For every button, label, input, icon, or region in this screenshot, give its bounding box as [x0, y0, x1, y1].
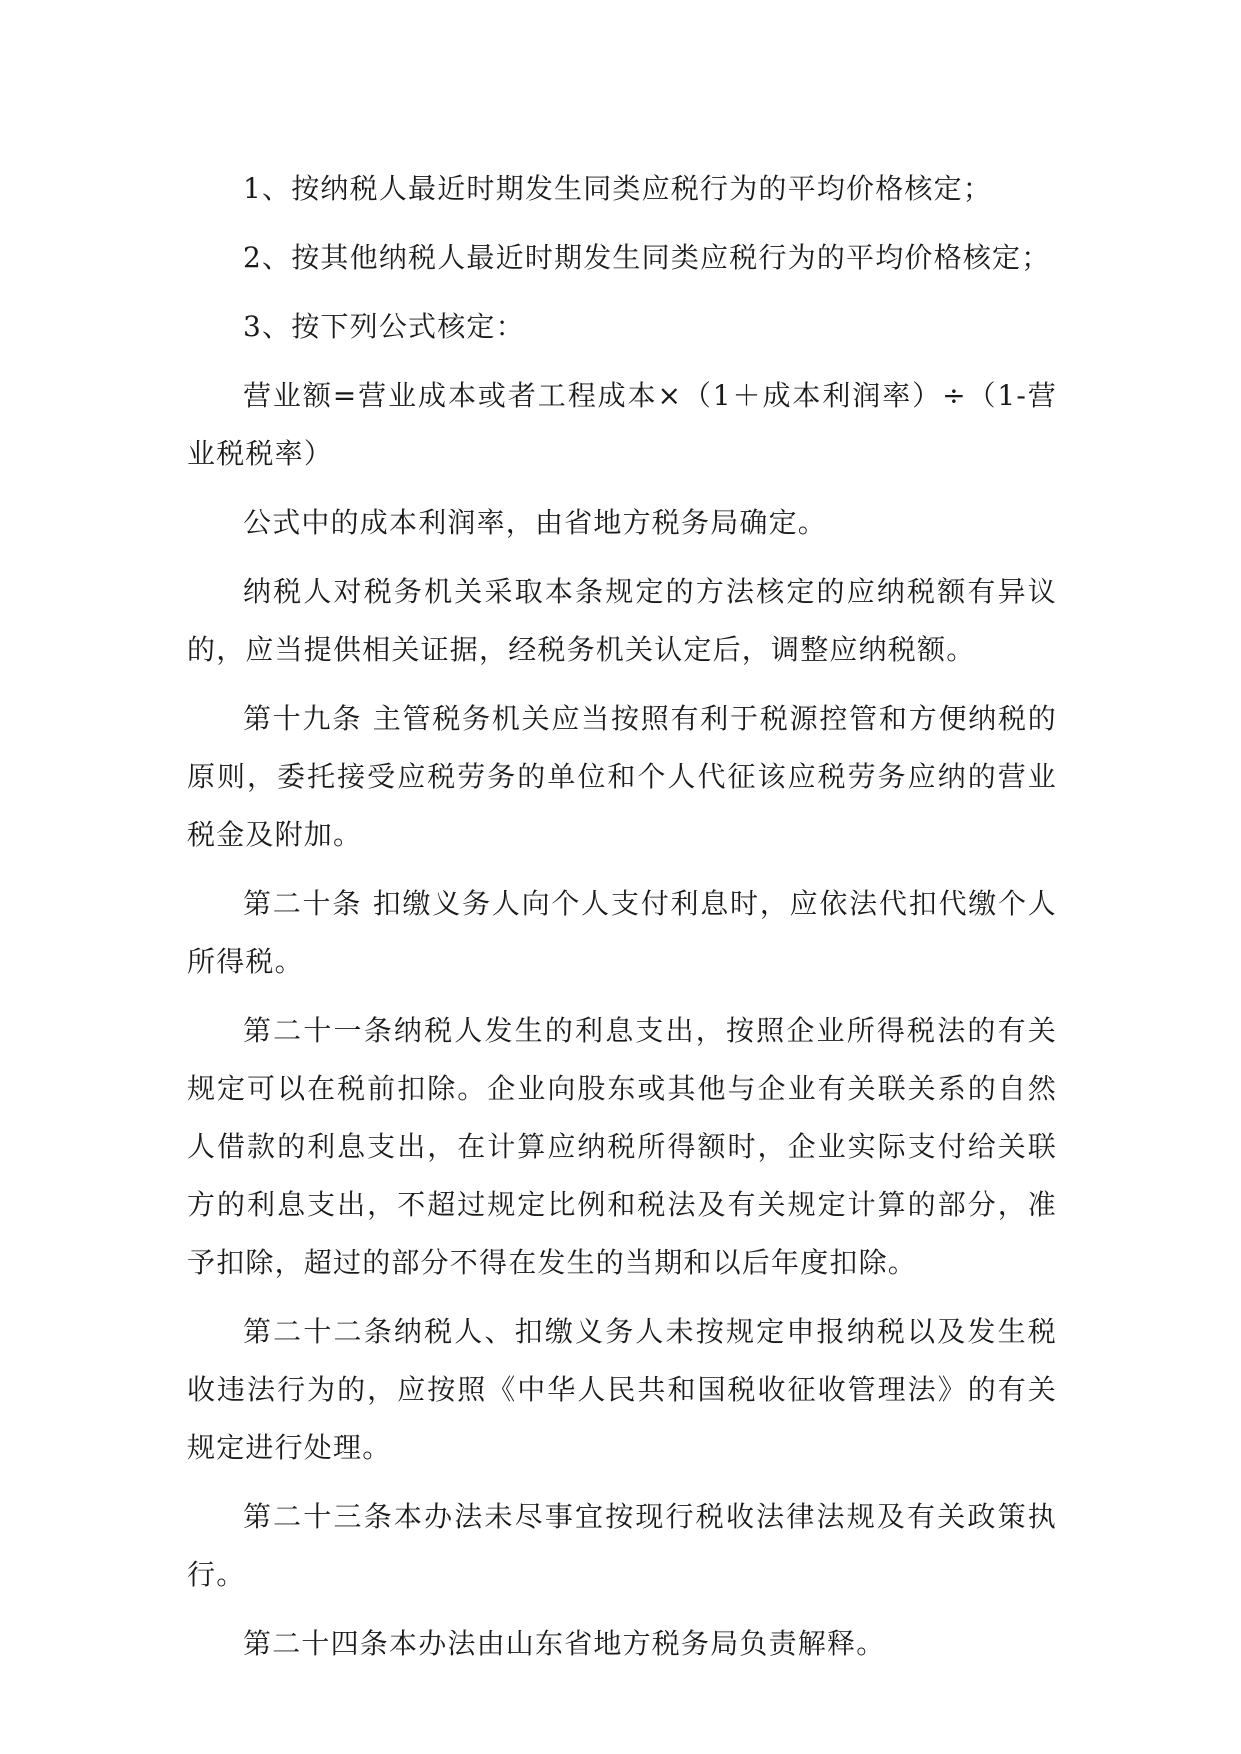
- paragraph-article-22: 第二十二条纳税人、扣缴义务人未按规定申报纳税以及发生税收违法行为的，应按照《中华人民共和国税收征收管理法》的有关规定进行处理。: [187, 1315, 1057, 1464]
- paragraph-article-21: 第二十一条纳税人发生的利息支出，按照企业所得税法的有关规定可以在税前扣除。企业向股东或其他与企业有关联关系的自然人借款的利息支出，在计算应纳税所得额时，企业实际支付给关联方的利息支出，不超过规定比例和税法及有关规定计算的部分，准予扣除，超过的部分不得在发生的当期和以后年度扣除。: [187, 1014, 1057, 1279]
- paragraph-price-method-3: 3、按下列公式核定：: [243, 310, 525, 343]
- paragraph-price-method-1: 1、按纳税人最近时期发生同类应税行为的平均价格核定；: [243, 172, 993, 205]
- paragraph-objection: 纳税人对税务机关采取本条规定的方法核定的应纳税额有异议的，应当提供相关证据，经税务机关认定后，调整应纳税额。: [187, 575, 1057, 666]
- paragraph-article-20: 第二十条 扣缴义务人向个人支付利息时，应依法代扣代缴个人所得税。: [187, 887, 1057, 978]
- paragraph-article-24: 第二十四条本办法由山东省地方税务局负责解释。: [243, 1627, 886, 1660]
- paragraph-profit-rate: 公式中的成本利润率，由省地方税务局确定。: [243, 506, 828, 539]
- paragraph-article-19: 第十九条 主管税务机关应当按照有利于税源控管和方便纳税的原则，委托接受应税劳务的单位和个人代征该应税劳务应纳的营业税金及附加。: [187, 702, 1057, 851]
- document-body: [187, 160, 1057, 1684]
- paragraph-price-method-2: 2、按其他纳税人最近时期发生同类应税行为的平均价格核定；: [243, 241, 1051, 274]
- paragraph-article-23: 第二十三条本办法未尽事宜按现行税收法律法规及有关政策执行。: [187, 1500, 1057, 1591]
- paragraph-formula: 营业额=营业成本或者工程成本×（1＋成本利润率）÷（1-营业税税率）: [187, 379, 1057, 470]
